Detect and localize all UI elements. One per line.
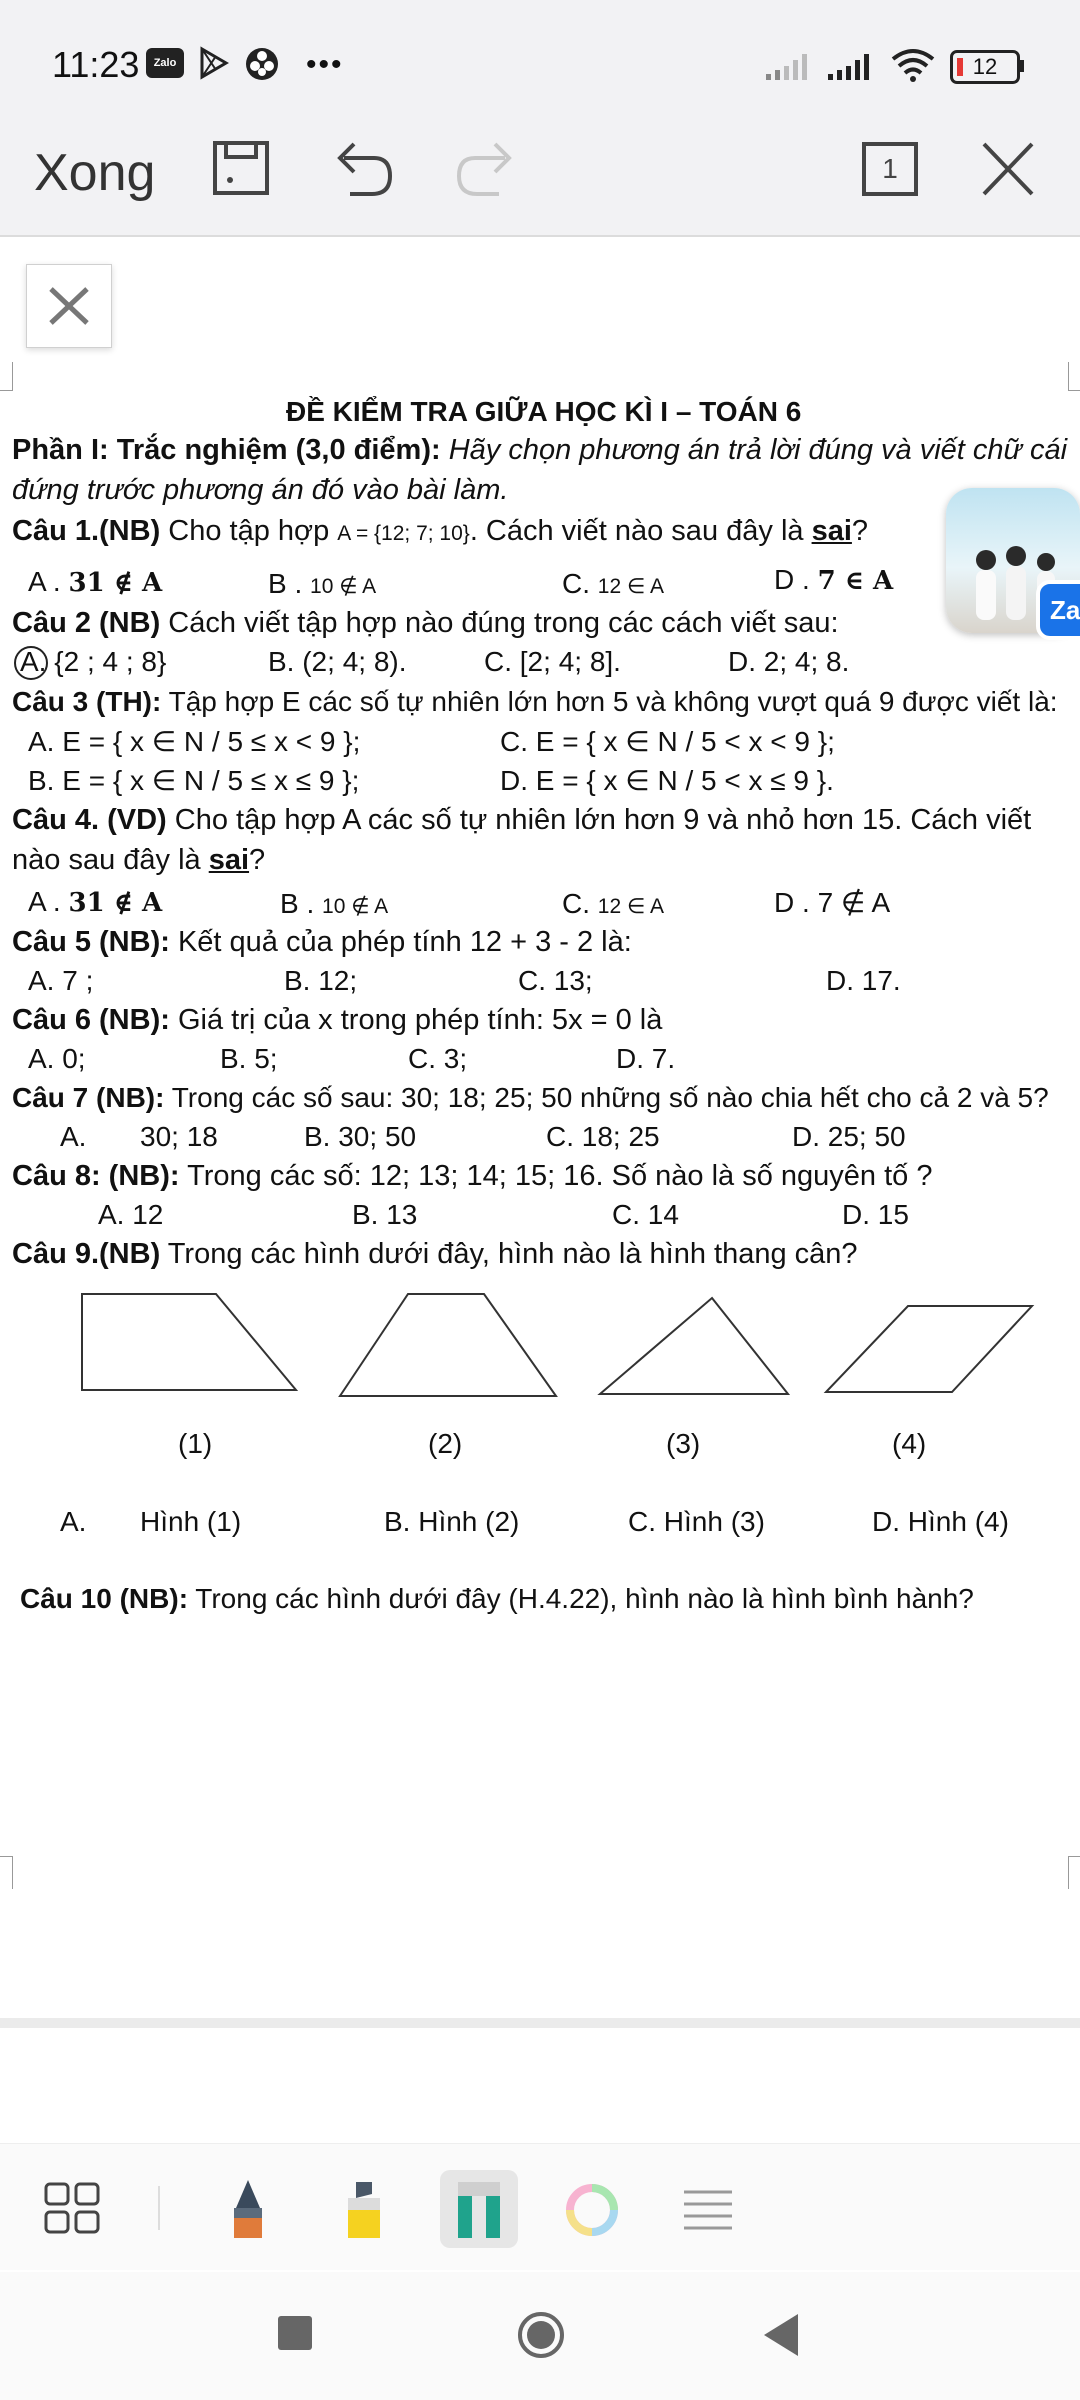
- signal-1-icon: [764, 50, 818, 82]
- done-button[interactable]: Xong: [34, 144, 156, 202]
- q8-label: Câu 8: (NB):: [12, 1160, 180, 1192]
- part1-line-1: [12, 434, 1067, 467]
- toolbar: [0, 125, 1080, 237]
- q8-body: Trong các số: 12; 13; 14; 15; 16. Số nào là số nguyên tố ?: [187, 1160, 933, 1192]
- redo-icon[interactable]: [455, 138, 519, 200]
- q6-option-c: C. 3;: [408, 1043, 468, 1074]
- line-thickness-icon[interactable]: [680, 2188, 736, 2234]
- undo-icon[interactable]: [330, 138, 394, 200]
- q9-label: Câu 9.(NB): [12, 1238, 161, 1270]
- q4-option-c: C. 12 ∈ A: [562, 888, 664, 919]
- q2-body: Cách viết tập hợp nào đúng trong các cách viết sau:: [168, 607, 839, 639]
- q1-text-a: Cho tập hợp: [168, 515, 330, 547]
- q9-option-b: B. Hình (2): [384, 1506, 520, 1537]
- q2-text: [12, 607, 839, 640]
- highlighter-icon[interactable]: [342, 2180, 384, 2240]
- page-separator: [0, 2018, 1080, 2028]
- q6-body: Giá trị của x trong phép tính: 5x = 0 là: [177, 1004, 663, 1036]
- flower-icon: [244, 46, 280, 82]
- q4-end: ?: [249, 844, 266, 876]
- q7-option-a: A.: [60, 1121, 87, 1152]
- save-icon[interactable]: [212, 140, 270, 196]
- home-icon[interactable]: [516, 2310, 566, 2360]
- q2-option-c: C. [2; 4; 8].: [484, 646, 621, 677]
- figure-4-parallelogram: [826, 1306, 1032, 1392]
- battery-level: 12: [972, 54, 998, 79]
- play-store-icon: [196, 46, 230, 80]
- battery-tip: [1020, 60, 1024, 72]
- q1-end: ?: [851, 515, 869, 547]
- q7-option-b: B. 30; 50: [304, 1121, 417, 1152]
- q2-option-d: D. 2; 4; 8.: [728, 646, 850, 677]
- q9-figures: [0, 1280, 1080, 1410]
- back-icon[interactable]: [760, 2312, 802, 2358]
- figure-label-3: (3): [666, 1428, 701, 1459]
- drawing-toolbar: [0, 2143, 1080, 2270]
- figure-1-right-trapezoid: [82, 1294, 296, 1390]
- page-count-button[interactable]: 1: [862, 142, 918, 196]
- layout-icon[interactable]: [44, 2182, 100, 2234]
- q5-option-b: B. 12;: [284, 965, 358, 996]
- q1-text: [12, 515, 868, 548]
- q5-body: Kết quả của phép tính 12 + 3 - 2 là:: [177, 926, 632, 958]
- q3-option-c: C. E = { x ∈ N / 5 < x < 9 };: [500, 726, 835, 757]
- close-icon[interactable]: [980, 138, 1036, 200]
- q4-option-a: A . 31 ∉ A: [28, 886, 163, 918]
- q1-text-b: . Cách viết nào sau đây là: [469, 515, 804, 547]
- q4-text-b: nào sau đây là: [12, 844, 201, 876]
- crop-mark-br: [1068, 1856, 1080, 1889]
- q9-option-a: A.: [60, 1506, 87, 1537]
- q3-body: Tập hợp E các số tự nhiên lớn hơn 5 và không vượt quá 9 được viết là:: [168, 686, 1058, 717]
- status-time: 11:23: [52, 44, 140, 85]
- part1-label: Phần I: Trắc nghiệm (3,0 điểm):: [12, 434, 441, 466]
- more-dots-icon: •••: [306, 48, 344, 81]
- q6-label: Câu 6 (NB):: [12, 1004, 170, 1036]
- q5-option-c: C. 13;: [518, 965, 593, 996]
- q9-text: [12, 1238, 858, 1271]
- q6-option-a: A. 0;: [28, 1043, 86, 1074]
- eraser-icon: [454, 2180, 504, 2240]
- figure-2-isosceles-trapezoid: [340, 1294, 556, 1396]
- color-picker-icon[interactable]: [564, 2182, 620, 2238]
- q8-option-d: D. 15: [842, 1199, 909, 1230]
- recents-icon[interactable]: [278, 2316, 312, 2350]
- signal-2-icon: [826, 50, 880, 82]
- q8-option-c: C. 14: [612, 1199, 679, 1230]
- figure-label-2: (2): [428, 1428, 463, 1459]
- q7-option-a-value: 30; 18: [140, 1121, 218, 1152]
- q3-option-b: B. E = { x ∈ N / 5 ≤ x ≤ 9 };: [28, 765, 360, 796]
- toolbar-divider: [158, 2186, 160, 2230]
- part1-instruction-a: Hãy chọn phương án trả lời đúng và viết chữ cái: [448, 434, 1068, 466]
- q1-option-c: C. 12 ∈ A: [562, 568, 664, 599]
- q2-option-a: A. {2 ; 4 ; 8}: [20, 646, 167, 677]
- q4-text: [12, 804, 1031, 837]
- crop-mark-tl: [0, 362, 13, 391]
- q1-option-d: D . 7 ∈ A: [774, 564, 894, 596]
- q4-option-d: D . 7 ∉ A: [774, 887, 891, 918]
- q4-text-a: Cho tập hợp A các số tự nhiên lớn hơn 9 và nhỏ hơn 15. Cách viết: [174, 804, 1032, 836]
- q5-text: [12, 926, 632, 959]
- figure-label-1: (1): [178, 1428, 213, 1459]
- q7-text: [12, 1082, 1049, 1114]
- q4-label: Câu 4. (VD): [12, 804, 167, 836]
- q3-option-a: A. E = { x ∈ N / 5 ≤ x < 9 };: [28, 726, 361, 757]
- q10-text: [20, 1583, 974, 1615]
- q3-label: Câu 3 (TH):: [12, 686, 162, 717]
- q8-option-b: B. 13: [352, 1199, 418, 1230]
- q5-option-d: D. 17.: [826, 965, 901, 996]
- q8-option-a: A. 12: [98, 1199, 164, 1230]
- q1-option-a: A . 31 ∉ A: [28, 566, 163, 598]
- q3-option-d: D. E = { x ∈ N / 5 < x ≤ 9 }.: [500, 765, 834, 796]
- q1-label: Câu 1.(NB): [12, 515, 161, 547]
- q1-set: A = {12; 7; 10}: [337, 522, 470, 545]
- q2-option-b: B. (2; 4; 8).: [268, 646, 407, 677]
- q7-option-c: C. 18; 25: [546, 1121, 660, 1152]
- q6-text: [12, 1004, 662, 1037]
- crop-mark-tr: [1068, 362, 1080, 391]
- q4-sai: sai: [208, 844, 250, 876]
- figure-label-4: (4): [892, 1428, 927, 1459]
- doc-close-button[interactable]: [26, 264, 112, 348]
- q4-text-2: [12, 844, 265, 877]
- wifi-icon: [890, 46, 936, 84]
- doc-close-icon: [27, 265, 111, 347]
- q5-label: Câu 5 (NB):: [12, 926, 170, 958]
- q7-label: Câu 7 (NB):: [12, 1082, 165, 1113]
- q9-option-a-value: Hình (1): [140, 1506, 242, 1537]
- q1-sai: sai: [811, 515, 852, 547]
- part1-instruction-b: đứng trước phương án đó vào bài làm.: [12, 474, 509, 506]
- q5-option-a: A. 7 ;: [28, 965, 94, 996]
- battery-icon: [950, 50, 1020, 84]
- q7-body: Trong các số sau: 30; 18; 25; 50 những số nào chia hết cho cả 2 và 5?: [171, 1082, 1049, 1113]
- q4-option-b: B . 10 ∉ A: [280, 888, 389, 919]
- q8-text: [12, 1160, 932, 1193]
- zalo-icon-label: Zalo: [153, 57, 177, 69]
- pen-icon[interactable]: [226, 2178, 270, 2240]
- q10-body: Trong các hình dưới đây (H.4.22), hình nào là hình bình hành?: [195, 1583, 974, 1614]
- q3-text: [12, 686, 1058, 718]
- q9-body: Trong các hình dưới đây, hình nào là hình thang cân?: [167, 1238, 858, 1270]
- q9-option-c: C. Hình (3): [628, 1506, 765, 1537]
- figure-3-triangle: [600, 1298, 788, 1394]
- q6-option-d: D. 7.: [616, 1043, 676, 1074]
- exam-title: ĐỀ KIỂM TRA GIỮA HỌC KÌ I – TOÁN 6: [286, 396, 802, 427]
- q9-option-d: D. Hình (4): [872, 1506, 1009, 1537]
- crop-mark-bl: [0, 1856, 13, 1889]
- q1-option-b: B . 10 ∉ A: [268, 568, 377, 599]
- q2-label: Câu 2 (NB): [12, 607, 161, 639]
- q10-label: Câu 10 (NB):: [20, 1583, 189, 1614]
- zalo-icon: [146, 48, 184, 78]
- zalo-badge[interactable]: Za: [1036, 580, 1080, 640]
- q7-option-d: D. 25; 50: [792, 1121, 906, 1152]
- q6-option-b: B. 5;: [220, 1043, 278, 1074]
